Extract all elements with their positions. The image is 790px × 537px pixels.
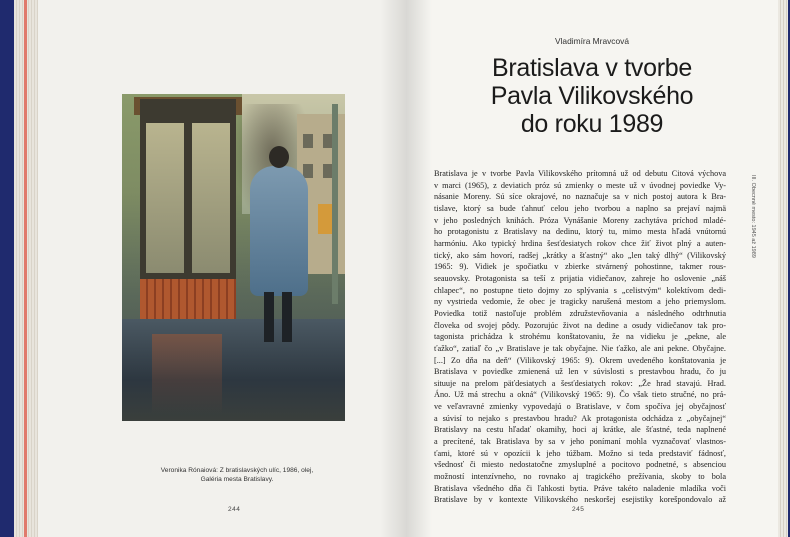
body-line: Bratislava je v tvorbe Pavla Vilikovského prítomná už od debutu Citová výchova: [434, 169, 726, 178]
body-line: [...] Zo dňa na deň“ (Vilikovský 1965: 9). Okrem uvedeného konštatovania je: [434, 355, 726, 365]
left-page: [14, 0, 406, 537]
body-line: chlapec“, no postupne tieto dojmy zo splývania s „celistvým“ kolektívom dedi-: [434, 285, 726, 295]
caption-line: Veronika Rónaiová: Z bratislavských ulíc, 1986, olej,: [160, 467, 314, 474]
gutter-shadow: [406, 0, 432, 537]
page-number-left: 244: [228, 506, 241, 513]
painting-image: [122, 94, 345, 421]
body-line: harmóniu. Ako typický hrdina šesťdesiatych rokov chce žiť život plný a auten-: [434, 238, 726, 248]
body-line: v jeho posledných knihách. Próza Vynášanie Moreny zachytáva príchod mladé-: [434, 215, 726, 225]
body-line: 1965: 9). Vidiek je spočiatku v zbierke stvárnený pohostinne, takmer rous-: [434, 262, 726, 272]
body-line: ťažko“, zatiaľ čo „v Bratislave je tak obyčajne. Nie ťažko, ale ani pekne. Obyčajne.: [434, 343, 726, 353]
body-line: tický, ako sám hovorí, radšej „krátky a šťastný“ ako „len taký dlhý“ (Vilikovský: [434, 250, 726, 260]
book-spread: [14, 0, 784, 537]
image-caption: [142, 466, 332, 484]
body-line: ho protagonistu z Bratislavy na dedinu, ktorý tu, mimo mesta hľadá vnútornú: [434, 227, 726, 237]
title-line: Bratislava v tvorbe: [492, 54, 692, 82]
body-line: tagonista prichádza k strohému konštatovaniu, že na vidieku je „pekne, ale: [434, 332, 726, 342]
body-line: seauovsky. Protagonista sa teší z prijatia vidiečanov, zahreje ho oslovenie „náš: [434, 273, 726, 283]
body-line: možností intenzívneho, no rovnako aj tragického prežívania, skoby to bola: [434, 472, 726, 482]
right-page: [406, 0, 778, 537]
page-edges-right: [778, 0, 788, 537]
body-line: všednosť či miesto nedostatočne zmysluplné a pocitovo podnetné, s absenciou: [434, 460, 726, 470]
body-line: ny vystrieda vedomie, že obec je tragicky narušená mestom a jeho priemyslom.: [434, 297, 726, 307]
body-line: násanie Moreny. Sú síce okrajové, no naznačuje sa v nich postoj autora k Bra-: [434, 192, 726, 202]
body-line: Bratislava všedného dňa či ľahkosti bytia. Práve takéto naladenie mladíka voči: [434, 483, 726, 493]
body-line: človeka od svojej pôdy. Pozorujúc život na dedine a osudy vidiečanov tak pro-: [434, 320, 726, 330]
title-line: Pavla Vilikovského: [490, 82, 694, 110]
body-line: Bratislavy na cestu hľadať okamihy, hoci aj krátke, ale šťastné, teda naplnené: [434, 425, 726, 435]
body-line: Áno. Už má strechu a okná“ (Vilikovský 1965: 9). Čo však tieto stručné, no prá-: [434, 390, 726, 400]
body-line: Bratislave by v kontexte Vilikovského neskoršej esejistiky korešpondovalo až: [434, 495, 726, 505]
bookmark-ribbon: [24, 0, 27, 537]
title-line: do roku 1989: [520, 110, 664, 138]
body-line: Poviedka totiž nastoľuje problém združstevňovania a následného odtrhnutia: [434, 308, 726, 318]
body-text: [434, 168, 726, 506]
body-line: a súvisí to nejako s prestavbou hradu? Ak protagonista odchádza z „obyčajnej“: [434, 413, 726, 423]
body-line: ťami, ktoré sú v opozícii k jeho túžbam. Možno si teda predstaviť fádnosť,: [434, 448, 726, 458]
body-line: a precítené, tak Bratislava by sa v jeho ponímaní mohla vyznačovať vlastnos-: [434, 437, 726, 447]
body-line: tislave, ktorý sa bude ťahnuť celou jeho tvorbou a naplno sa prejaví najmä: [434, 203, 726, 213]
body-line: Bratislava v poviedke zmienená už len v súvislosti s prestavbou hradu, čo ju: [434, 367, 726, 377]
body-line: ve veľavravné zmienky vypovedajú o Bratislave, v čom spočíva jej obyčajnosť: [434, 402, 726, 412]
body-line: situuje na prelom päťdesiatych a šesťdesiatych rokov: „Že hrad stavajú. Hrad.: [434, 378, 726, 388]
author-name: Vladimíra Mravcová: [554, 36, 629, 46]
body-line: v marci (1965), z deviatich próz sú zmienky o meste už v úvodnej poviedke Vy-: [434, 180, 726, 190]
chapter-title: [406, 54, 778, 138]
caption-line: Galéria mesta Bratislavy.: [200, 476, 274, 483]
running-side-label: III. Obecnné mesto: 1945 až 1989: [750, 175, 756, 258]
gutter-shadow: [380, 0, 406, 537]
page-number-right: 245: [572, 506, 585, 513]
